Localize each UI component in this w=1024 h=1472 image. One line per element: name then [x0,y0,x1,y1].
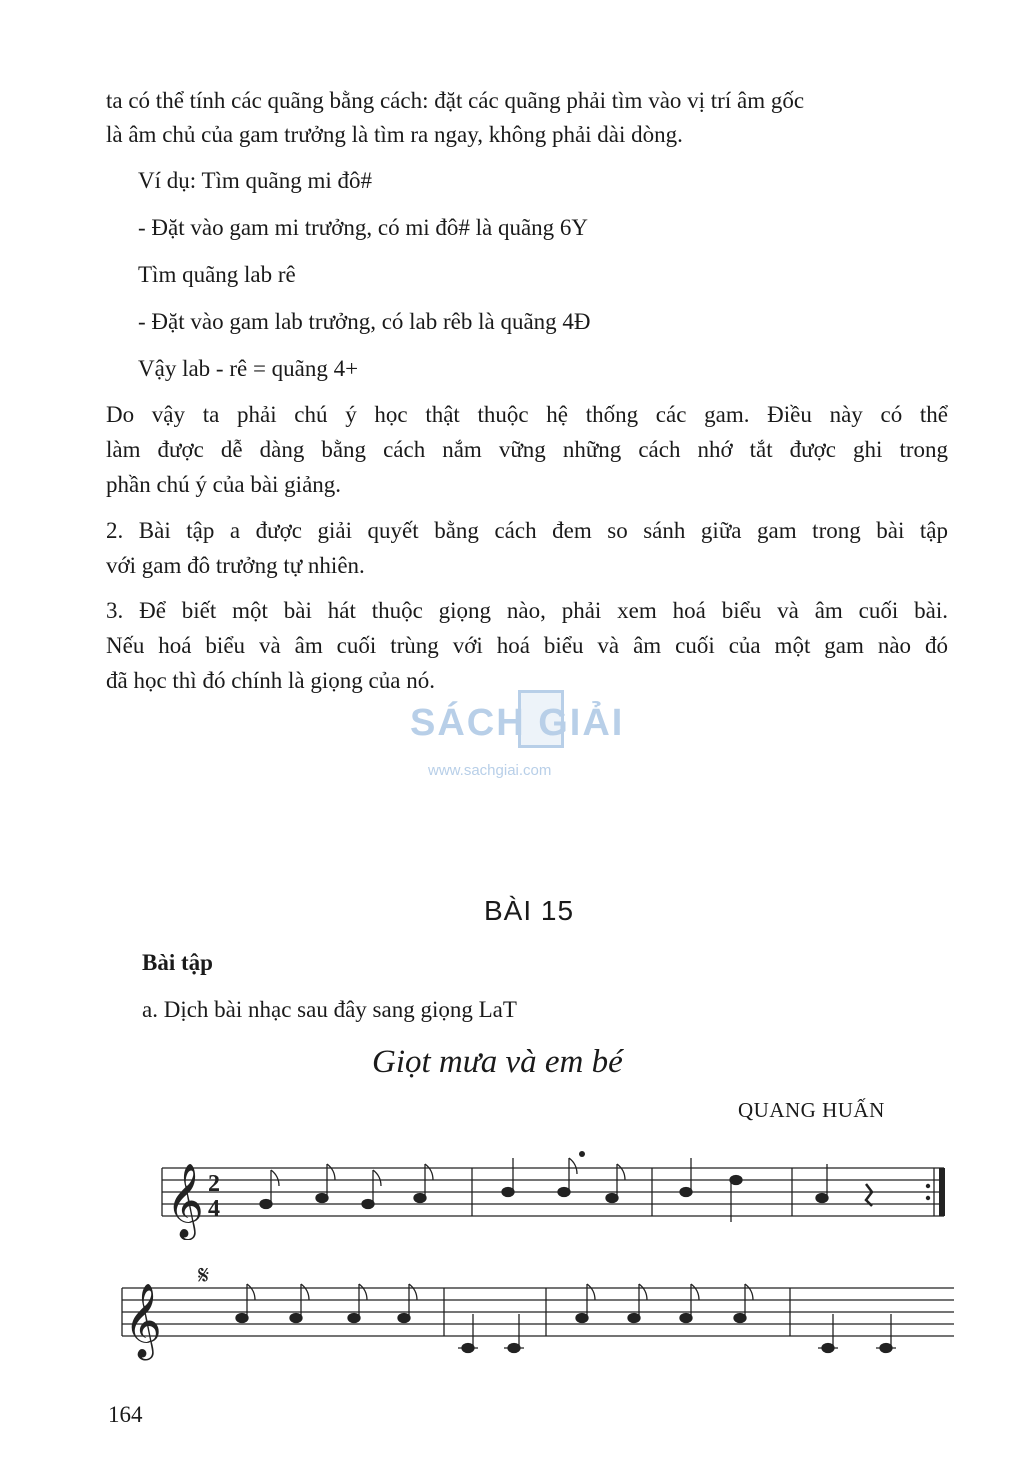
paragraph-1-line-1: ta có thể tính các quãng bằng cách: đặt các quãng phải tìm vào vị trí âm gốc [106,88,805,113]
music-staff-1 [0,1140,1024,1240]
paragraph-4-line-1: 3. Để biết một bài hát thuộc giọng nào, phải xem hoá biểu và âm cuối bài. [106,598,948,623]
segno-icon: 𝄋 [198,1261,210,1291]
treble-clef-icon: 𝄞 [166,1164,204,1238]
paragraph-3-line-1: 2. Bài tập a được giải quyết bằng cách đem so sánh giữa gam trong bài tập [106,518,948,543]
accent-mark [579,1151,585,1157]
exercise-task: a. Dịch bài nhạc sau đây sang giọng LaT [142,997,517,1022]
paragraph-1-line-2: là âm chủ của gam trưởng là tìm ra ngay, không phải dài dòng. [106,122,683,147]
music-staff-2 [0,1256,1024,1366]
exercise-subheading: Bài tập [142,950,213,975]
example-line-3: Tìm quãng lab rê [138,262,296,287]
watermark-brand: SÁCH GIẢI [410,702,625,744]
example-line-1: Ví dụ: Tìm quãng mi đô# [138,168,373,193]
paragraph-2-line-2: làm được dễ dàng bằng cách nắm vững những cách nhớ tắt được ghi trong [106,437,948,462]
example-line-4: - Đặt vào gam lab trưởng, có lab rêb là quãng 4Đ [138,309,591,334]
paragraph-4-line-2: Nếu hoá biểu và âm cuối trùng với hoá biểu và âm cuối của một gam nào đó [106,633,948,658]
paragraph-2-line-1: Do vậy ta phải chú ý học thật thuộc hệ thống các gam. Điều này có thể [106,402,948,427]
example-line-2: - Đặt vào gam mi trưởng, có mi đô# là quãng 6Y [138,215,589,240]
treble-clef-icon: 𝄞 [124,1284,162,1358]
watermark-logo [410,688,625,779]
composer-name: QUANG HUẤN [738,1098,885,1122]
paragraph-4-line-3: đã học thì đó chính là giọng của nó. [106,668,435,693]
paragraph-2-line-3: phần chú ý của bài giảng. [106,472,342,497]
time-signature-bottom: 4 [208,1196,220,1222]
time-signature-top: 2 [208,1171,220,1197]
watermark-url: www.sachgiai.com [428,762,552,779]
lesson-heading: BÀI 15 [484,895,575,926]
paragraph-3-line-2: với gam đô trưởng tự nhiên. [106,553,365,578]
song-title: Giọt mưa và em bé [372,1044,623,1080]
page-number: 164 [108,1402,143,1427]
example-line-5: Vậy lab - rê = quãng 4+ [138,356,359,381]
